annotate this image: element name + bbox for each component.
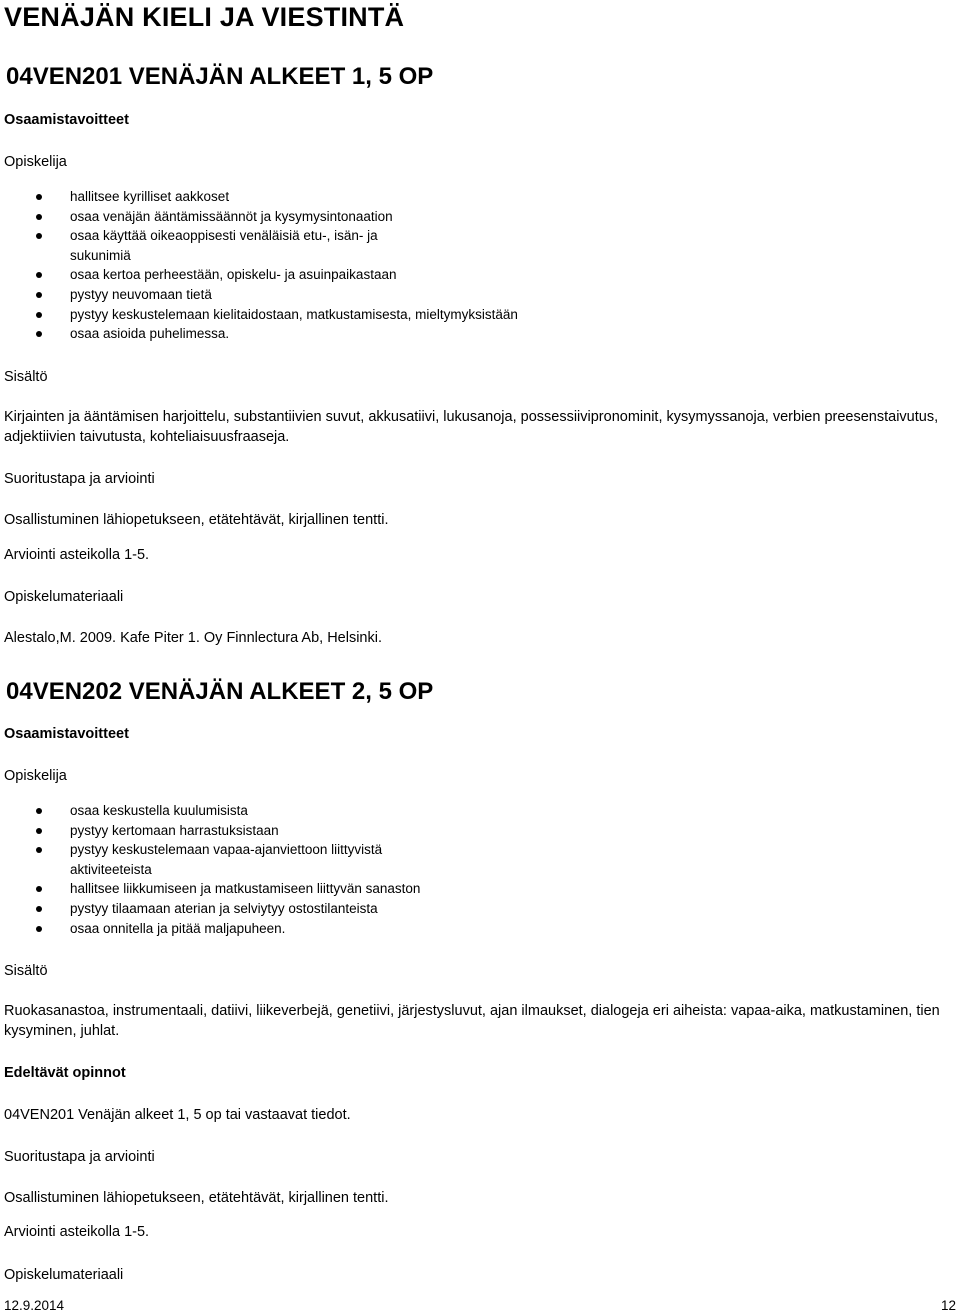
bullet-icon <box>36 808 42 814</box>
list-item: osaa onnitella ja pitää maljapuheen. <box>0 919 590 939</box>
course-2-grading-text: Arviointi asteikolla 1-5. <box>4 1224 150 1240</box>
bullet-icon <box>36 828 42 834</box>
course-1-student-label: Opiskelija <box>4 154 67 170</box>
list-item: pystyy kertomaan harrastuksistaan <box>0 821 590 841</box>
bullet-icon <box>36 886 42 892</box>
list-item: hallitsee kyrilliset aakkoset <box>0 187 590 207</box>
course-2-completion-label: Suoritustapa ja arviointi <box>4 1149 155 1165</box>
course-2-content-label: Sisältö <box>4 963 48 979</box>
bullet-icon <box>36 906 42 912</box>
list-item: osaa kertoa perheestään, opiskelu- ja asuinpaikastaan <box>0 265 590 285</box>
course-1-completion-label: Suoritustapa ja arviointi <box>4 471 155 487</box>
course-2-content-text: Ruokasanastoa, instrumentaali, datiivi, liikeverbejä, genetiivi, järjestysluvut, ajan ilmaukset, dialogeja eri aiheista: vapaa-aika, matkustaminen, tien kysyminen, juhlat. <box>4 1003 940 1039</box>
bullet-icon <box>36 331 42 337</box>
course-2-prereq-text: 04VEN201 Venäjän alkeet 1, 5 op tai vastaavat tiedot. <box>4 1107 351 1123</box>
course-1-materials-text: Alestalo,M. 2009. Kafe Piter 1. Oy Finnlectura Ab, Helsinki. <box>4 630 382 646</box>
list-item: pystyy keskustelemaan vapaa-ajanviettoon liittyvistä aktiviteeteista <box>0 840 425 879</box>
list-item: pystyy tilaamaan aterian ja selviytyy ostostilanteista <box>0 899 590 919</box>
bullet-icon <box>36 312 42 318</box>
list-item: osaa käyttää oikeaoppisesti venäläisiä etu-, isän- ja sukunimiä <box>0 226 420 265</box>
course-2-goals-list <box>0 801 590 938</box>
bullet-icon <box>36 847 42 853</box>
list-item: pystyy neuvomaan tietä <box>0 285 590 305</box>
course-1-goals-list <box>0 187 590 344</box>
course-1-grading-text: Arviointi asteikolla 1-5. <box>4 547 150 563</box>
course-2-prereq-label: Edeltävät opinnot <box>4 1065 126 1081</box>
course-1-content-label: Sisältö <box>4 369 48 385</box>
bullet-icon <box>36 926 42 932</box>
footer-page-number: 12 <box>940 1298 956 1313</box>
course-2-heading: 04VEN202 VENÄJÄN ALKEET 2, 5 OP <box>6 678 434 705</box>
course-1-completion-text: Osallistuminen lähiopetukseen, etätehtävät, kirjallinen tentti. <box>4 512 389 528</box>
bullet-icon <box>36 214 42 220</box>
course-2-goals-label: Osaamistavoitteet <box>4 726 129 742</box>
list-item: pystyy keskustelemaan kielitaidostaan, matkustamisesta, mieltymyksistään <box>0 305 590 325</box>
course-2-completion-text: Osallistuminen lähiopetukseen, etätehtävät, kirjallinen tentti. <box>4 1190 389 1206</box>
list-item: osaa asioida puhelimessa. <box>0 324 590 344</box>
course-2-student-label: Opiskelija <box>4 768 67 784</box>
list-item: osaa keskustella kuulumisista <box>0 801 590 821</box>
course-2-materials-label: Opiskelumateriaali <box>4 1267 124 1283</box>
course-1-materials-label: Opiskelumateriaali <box>4 589 124 605</box>
page-title: VENÄJÄN KIELI JA VIESTINTÄ <box>4 2 405 32</box>
course-1-goals-label: Osaamistavoitteet <box>4 112 129 128</box>
list-item: hallitsee liikkumiseen ja matkustamiseen liittyvän sanaston <box>0 879 590 899</box>
course-1-content-text: Kirjainten ja ääntämisen harjoittelu, substantiivien suvut, akkusatiivi, lukusanoja, possessiivipronominit, kysymyssanoja, verbien preesenstaivutus, adjektiivien taivutusta, kohteliaisuusfraaseja. <box>4 409 939 445</box>
bullet-icon <box>36 233 42 239</box>
list-item: osaa venäjän ääntämissäännöt ja kysymysintonaation <box>0 207 590 227</box>
bullet-icon <box>36 194 42 200</box>
bullet-icon <box>36 292 42 298</box>
footer-date: 12.9.2014 <box>4 1298 65 1313</box>
bullet-icon <box>36 272 42 278</box>
course-1-heading: 04VEN201 VENÄJÄN ALKEET 1, 5 OP <box>6 63 434 90</box>
